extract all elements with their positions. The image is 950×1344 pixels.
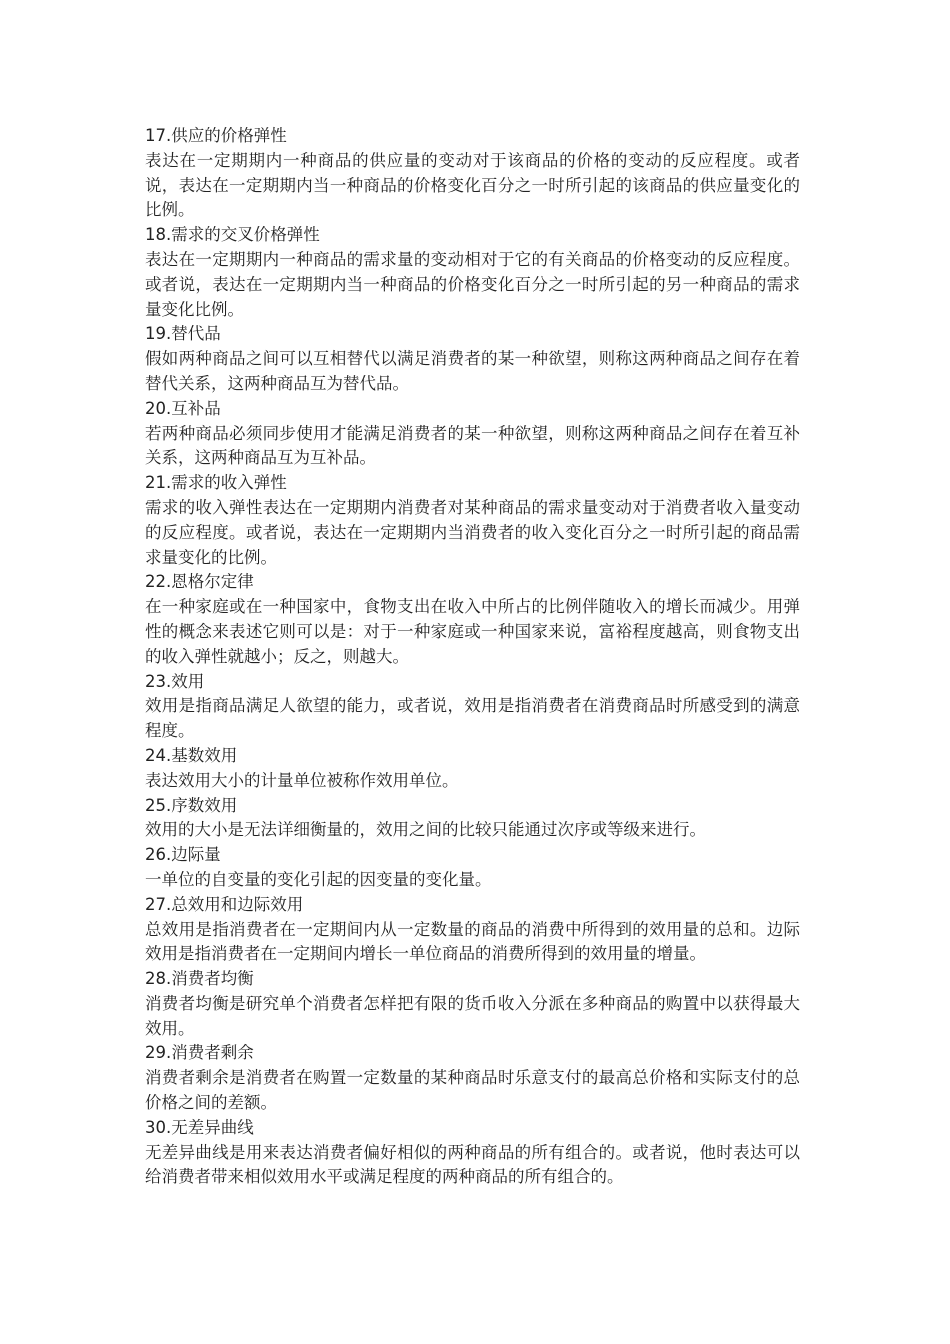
entry-term: 23.效用 — [145, 671, 205, 691]
glossary-entry — [145, 397, 800, 471]
entry-term: 19.替代品 — [145, 324, 221, 344]
entry-definition: 表达在一定期期内一种商品的供应量的变动对于该商品的价格的变动的反应程度。或者说，表达在一定期期内当一种商品的价格变化百分之一时所引起的该商品的供应量变化的比例。 — [145, 150, 800, 220]
entry-definition: 表达效用大小的计量单位被称作效用单位。 — [145, 770, 459, 790]
glossary-entry — [145, 1041, 800, 1115]
entry-definition: 消费者剩余是消费者在购置一定数量的某种商品时乐意支付的最高总价格和实际支付的总价格之间的差额。 — [145, 1068, 800, 1113]
entry-term: 29.消费者剩余 — [145, 1043, 254, 1063]
glossary-entry — [145, 1116, 800, 1190]
glossary-entry — [145, 471, 800, 570]
glossary-entry — [145, 670, 800, 744]
entry-definition: 若两种商品必须同步使用才能满足消费者的某一种欲望，则称这两种商品之间存在着互补关系，这两种商品互为互补品。 — [145, 423, 800, 468]
entry-term: 25.序数效用 — [145, 795, 238, 815]
entry-definition: 假如两种商品之间可以互相替代以满足消费者的某一种欲望，则称这两种商品之间存在着替代关系，这两种商品互为替代品。 — [145, 349, 800, 393]
glossary-entry — [145, 893, 800, 967]
glossary-entry — [145, 794, 800, 844]
glossary-entry — [145, 223, 800, 322]
entry-term: 26.边际量 — [145, 845, 221, 865]
glossary-entry — [145, 570, 800, 669]
entry-term: 28.消费者均衡 — [145, 969, 254, 989]
entry-definition: 总效用是指消费者在一定期间内从一定数量的商品的消费中所得到的效用量的总和。边际效用是指消费者在一定期间内增长一单位商品的消费所得到的效用量的增量。 — [145, 919, 800, 964]
glossary-entry — [145, 967, 800, 1041]
entry-term: 22.恩格尔定律 — [145, 572, 254, 592]
entry-definition: 无差异曲线是用来表达消费者偏好相似的两种商品的所有组合的。或者说，他时表达可以给消费者带来相似效用水平或满足程度的两种商品的所有组合的。 — [145, 1142, 800, 1187]
entry-definition: 需求的收入弹性表达在一定期期内消费者对某种商品的需求量变动对于消费者收入量变动的反应程度。或者说，表达在一定期期内当消费者的收入变化百分之一时所引起的商品需求量变化的比例。 — [145, 497, 800, 567]
glossary-entry — [145, 322, 800, 396]
entry-term: 21.需求的收入弹性 — [145, 473, 287, 493]
document-page — [145, 124, 800, 1190]
entry-definition: 一单位的自变量的变化引起的因变量的变化量。 — [145, 869, 492, 889]
entry-term: 27.总效用和边际效用 — [145, 894, 304, 914]
entry-term: 24.基数效用 — [145, 745, 238, 765]
glossary-entry — [145, 124, 800, 223]
glossary-entry — [145, 843, 800, 893]
entry-term: 20.互补品 — [145, 398, 221, 418]
entry-term: 30.无差异曲线 — [145, 1117, 254, 1137]
entry-term: 17.供应的价格弹性 — [145, 126, 287, 145]
entry-definition: 效用是指商品满足人欲望的能力，或者说，效用是指消费者在消费商品时所感受到的满意程度。 — [145, 696, 800, 741]
entry-term: 18.需求的交叉价格弹性 — [145, 225, 320, 245]
entry-definition: 表达在一定期期内一种商品的需求量的变动相对于它的有关商品的价格变动的反应程度。或者说，表达在一定期期内当一种商品的价格变化百分之一时所引起的另一种商品的需求量变化比例。 — [145, 249, 800, 319]
entry-definition: 效用的大小是无法详细衡量的，效用之间的比较只能通过次序或等级来进行。 — [145, 820, 706, 840]
entry-definition: 消费者均衡是研究单个消费者怎样把有限的货币收入分派在多种商品的购置中以获得最大效用。 — [145, 993, 800, 1038]
glossary-entry — [145, 744, 800, 794]
entry-definition: 在一种家庭或在一种国家中，食物支出在收入中所占的比例伴随收入的增长而减少。用弹性的概念来表述它则可以是：对于一种家庭或一种国家来说，富裕程度越高，则食物支出的收入弹性就越小；反之，则越大。 — [145, 597, 800, 666]
